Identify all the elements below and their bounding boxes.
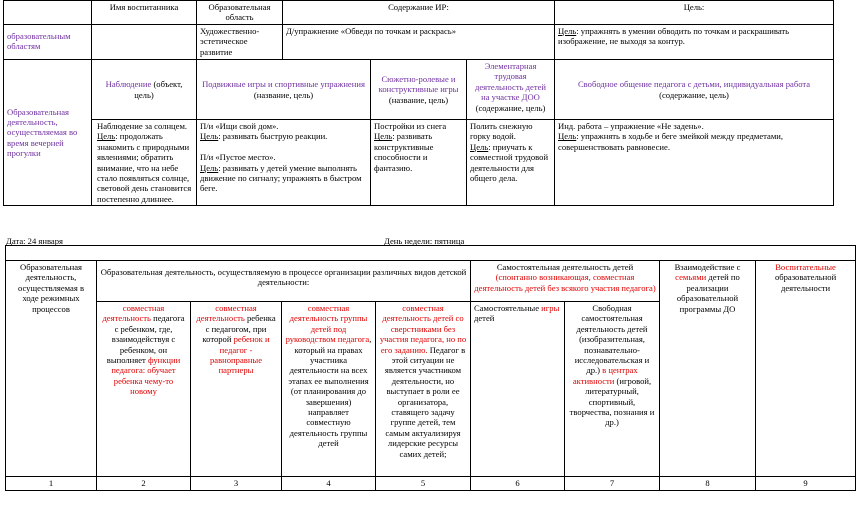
weekday-label: День недели: пятница [384, 236, 465, 246]
header-independent-activity: Самостоятельная деятельность детей (спонтанно возникающая, совместная деятельность детей без всякого участия педагога) [471, 261, 660, 302]
goal-value: Цель: упражнять в умении обводить по точкам и раскрашивать изображение, не выходя за контур. [555, 25, 834, 60]
labor-cell: Полить снежную горку водой. Цель: приучать к совместной трудовой деятельности для общего дела. [467, 120, 555, 206]
column-number: 6 [471, 477, 565, 491]
free-communication-cell: Инд. работа – упражнение «Не задень». Цель: упражнять в ходьбе и беге змейкой между предметами, совершенствовать равновесие. [555, 120, 834, 206]
top-plan-table [3, 0, 834, 206]
header-content: Содержание ИР: [283, 1, 555, 25]
header-child-name: Имя воспитанника [92, 1, 197, 25]
content-value: Д/упражнение «Обведи по точкам и раскрась» [283, 25, 555, 60]
subheader-peers: совместная деятельность детей со сверстниками без участия педагога, но по его заданию. Педагог в этой ситуации не является участником деятельности, но выступает в роли ее организатора, ставящего задачу группе детей, тем самым актуализируя лидерские ресурсы самих детей; [376, 302, 471, 477]
header-empty-cell [4, 1, 92, 25]
column-number: 3 [191, 477, 282, 491]
header-edu-area: Образовательная область [197, 1, 283, 25]
subheader-child-teacher: совместная деятельность ребенка с педагогом, при которой ребенок и педагог - равноправные партнеры [191, 302, 282, 477]
observation-header: Наблюдение (объект, цель) [92, 60, 197, 120]
header-goal: Цель: [555, 1, 834, 25]
activity-plan-table [5, 245, 856, 491]
observation-cell: Наблюдение за солнцем. Цель: продолжать знакомить с природными явлениями; обратить внимание, что на небе стало появляться солнце, световой день становится постепенно длиннее. [92, 120, 197, 206]
column-number: 7 [565, 477, 660, 491]
subheader-teacher-child: совместная деятельность педагога с ребенком, где, взаимодействуя с ребенком, он выполняет функции педагога: обучает ребенка чему-то новому [97, 302, 191, 477]
subheader-group-guided: совместная деятельность группы детей под руководством педагога, который на правах участника деятельности на всех этапах ее выполнения (от планирования до завершения) направляет совместную деятельность группы детей [282, 302, 376, 477]
column-number: 1 [6, 477, 97, 491]
column-number: 5 [376, 477, 471, 491]
role-games-header: Сюжетно-ролевые и конструктивные игры (название, цель) [371, 60, 467, 120]
date-label: Дата: 24 января [6, 236, 63, 246]
subheader-independent-games: Самостоятельные игры детей [471, 302, 565, 477]
column-number: 8 [660, 477, 756, 491]
outdoor-games-header: Подвижные игры и спортивные упражнения (название, цель) [197, 60, 371, 120]
header-joint-activity: Образовательная деятельность, осуществляемую в процессе организации различных видов детской деятельности: [97, 261, 471, 302]
labor-header: Элементарная трудовая деятельность детей на участке ДОО (содержание, цель) [467, 60, 555, 120]
child-name-value [92, 25, 197, 60]
role-games-cell: Постройки из снега Цель: развивать конструктивные способности и фантазию. [371, 120, 467, 206]
table-top-blank-row [6, 246, 856, 261]
row-label-edu-areas: образовательным областям [4, 25, 92, 60]
free-communication-header: Свободное общение педагога с детьми, индивидуальная работа (содержание, цель) [555, 60, 834, 120]
column-number: 4 [282, 477, 376, 491]
header-family-interaction: Взаимодействие с семьями детей по реализации образовательной программы ДО [660, 261, 756, 477]
row-label-evening-walk: Образовательная деятельность, осуществляемая во время вечерней прогулки [4, 60, 92, 206]
edu-area-value: Художественно-эстетическое развитие [197, 25, 283, 60]
subheader-free-activity: Свободная самостоятельная деятельность детей (изобразительная, познавательно-исследовательская и др.) в центрах активности (игровой, литературный, спортивный, творчества, познания и др.) [565, 302, 660, 477]
column-number: 2 [97, 477, 191, 491]
column-number: 9 [756, 477, 856, 491]
header-upbringing: Воспитательные образовательной деятельности [756, 261, 856, 477]
outdoor-games-cell: П/и «Ищи свой дом». Цель: развивать быструю реакции. П/и «Пустое место». Цель: развивать у детей умение выполнять движение по сигналу; упражнять в быстром беге. [197, 120, 371, 206]
header-regime-processes: Образовательная деятельность, осуществляемая в ходе режимных процессов [6, 261, 97, 477]
